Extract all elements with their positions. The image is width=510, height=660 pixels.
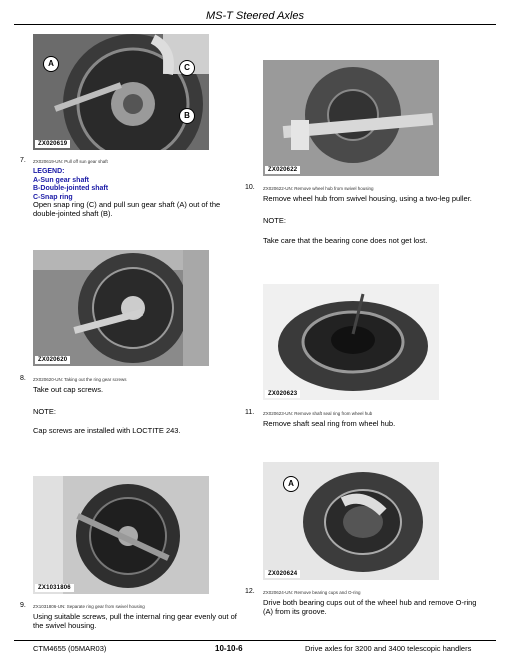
step-number: 10. (245, 184, 255, 191)
figure-caption: ZX020624-UN: Remove bearing cups and O-ring (263, 590, 361, 595)
photo-shaft-seal-ring (263, 284, 439, 400)
callout-a: A (43, 56, 59, 72)
legend-item: B-Double-jointed shaft (33, 185, 109, 192)
step-text: Using suitable screws, pull the internal ring gear evenly out of the swivel housing. (33, 612, 237, 630)
figure-id: ZX020619 (35, 140, 70, 148)
note-label: NOTE: (33, 407, 56, 416)
figure-caption: ZX020620-UN: Taking out the ring gear screws (33, 377, 127, 382)
step-number: 8. (20, 375, 26, 382)
figure-caption: ZX1031806-UN: Separate ring gear from swivel housing (33, 604, 145, 609)
legend (33, 168, 108, 202)
photo-separate-ring-gear (33, 476, 209, 594)
legend-item: A-Sun gear shaft (33, 176, 90, 184)
figure-id: ZX020620 (35, 356, 70, 364)
legend-item: C-Snap ring (33, 193, 73, 201)
figure-caption: ZX020622-UN: Remove wheel hub from swivel housing (263, 186, 374, 191)
photo-bearing-cups (263, 462, 439, 580)
callout-c: C (179, 60, 195, 76)
legend-title: LEGEND: (33, 168, 65, 175)
footer-manual-title: Drive axles for 3200 and 3400 telescopic handlers (305, 644, 472, 653)
step-number: 7. (20, 157, 26, 164)
figure-caption: ZX020623-UN: Remove shaft seal ring from wheel hub (263, 411, 373, 416)
step-number: 12. (245, 588, 255, 595)
figure-caption: ZX020619-UN: Pull off sun gear shaft (33, 159, 108, 164)
footer-doc-id: CTM4655 (05MAR03) (33, 644, 107, 653)
note-label: NOTE: (263, 216, 286, 225)
header-rule (14, 24, 496, 25)
step-number: 9. (20, 602, 26, 609)
footer-rule (14, 640, 496, 641)
figure-id: ZX020624 (265, 570, 300, 578)
figure-id: ZX020622 (265, 166, 300, 174)
callout-a: A (283, 476, 299, 492)
photo-ring-gear-screws (33, 250, 209, 366)
note-text: Cap screws are installed with LOCTITE 243. (33, 426, 181, 435)
figure-id: ZX1031806 (35, 584, 74, 592)
photo-sun-gear-shaft (33, 34, 209, 150)
page-number: 10-10-6 (215, 644, 243, 653)
figure-id: ZX020623 (265, 390, 300, 398)
step-text: Open snap ring (C) and pull sun gear shaft (A) out of the double-jointed shaft (B). (33, 200, 221, 218)
photo-remove-wheel-hub (263, 60, 439, 176)
step-number: 11. (245, 409, 255, 416)
note-text: Take care that the bearing cone does not get lost. (263, 236, 428, 245)
step-text: Remove wheel hub from swivel housing, using a two-leg puller. (263, 194, 472, 203)
callout-b: B (179, 108, 195, 124)
step-text: Remove shaft seal ring from wheel hub. (263, 419, 396, 428)
step-text: Drive both bearing cups out of the wheel hub and remove O-ring (A) from its groove. (263, 598, 477, 616)
page-title: MS-T Steered Axles (205, 10, 304, 22)
step-text: Take out cap screws. (33, 385, 104, 394)
